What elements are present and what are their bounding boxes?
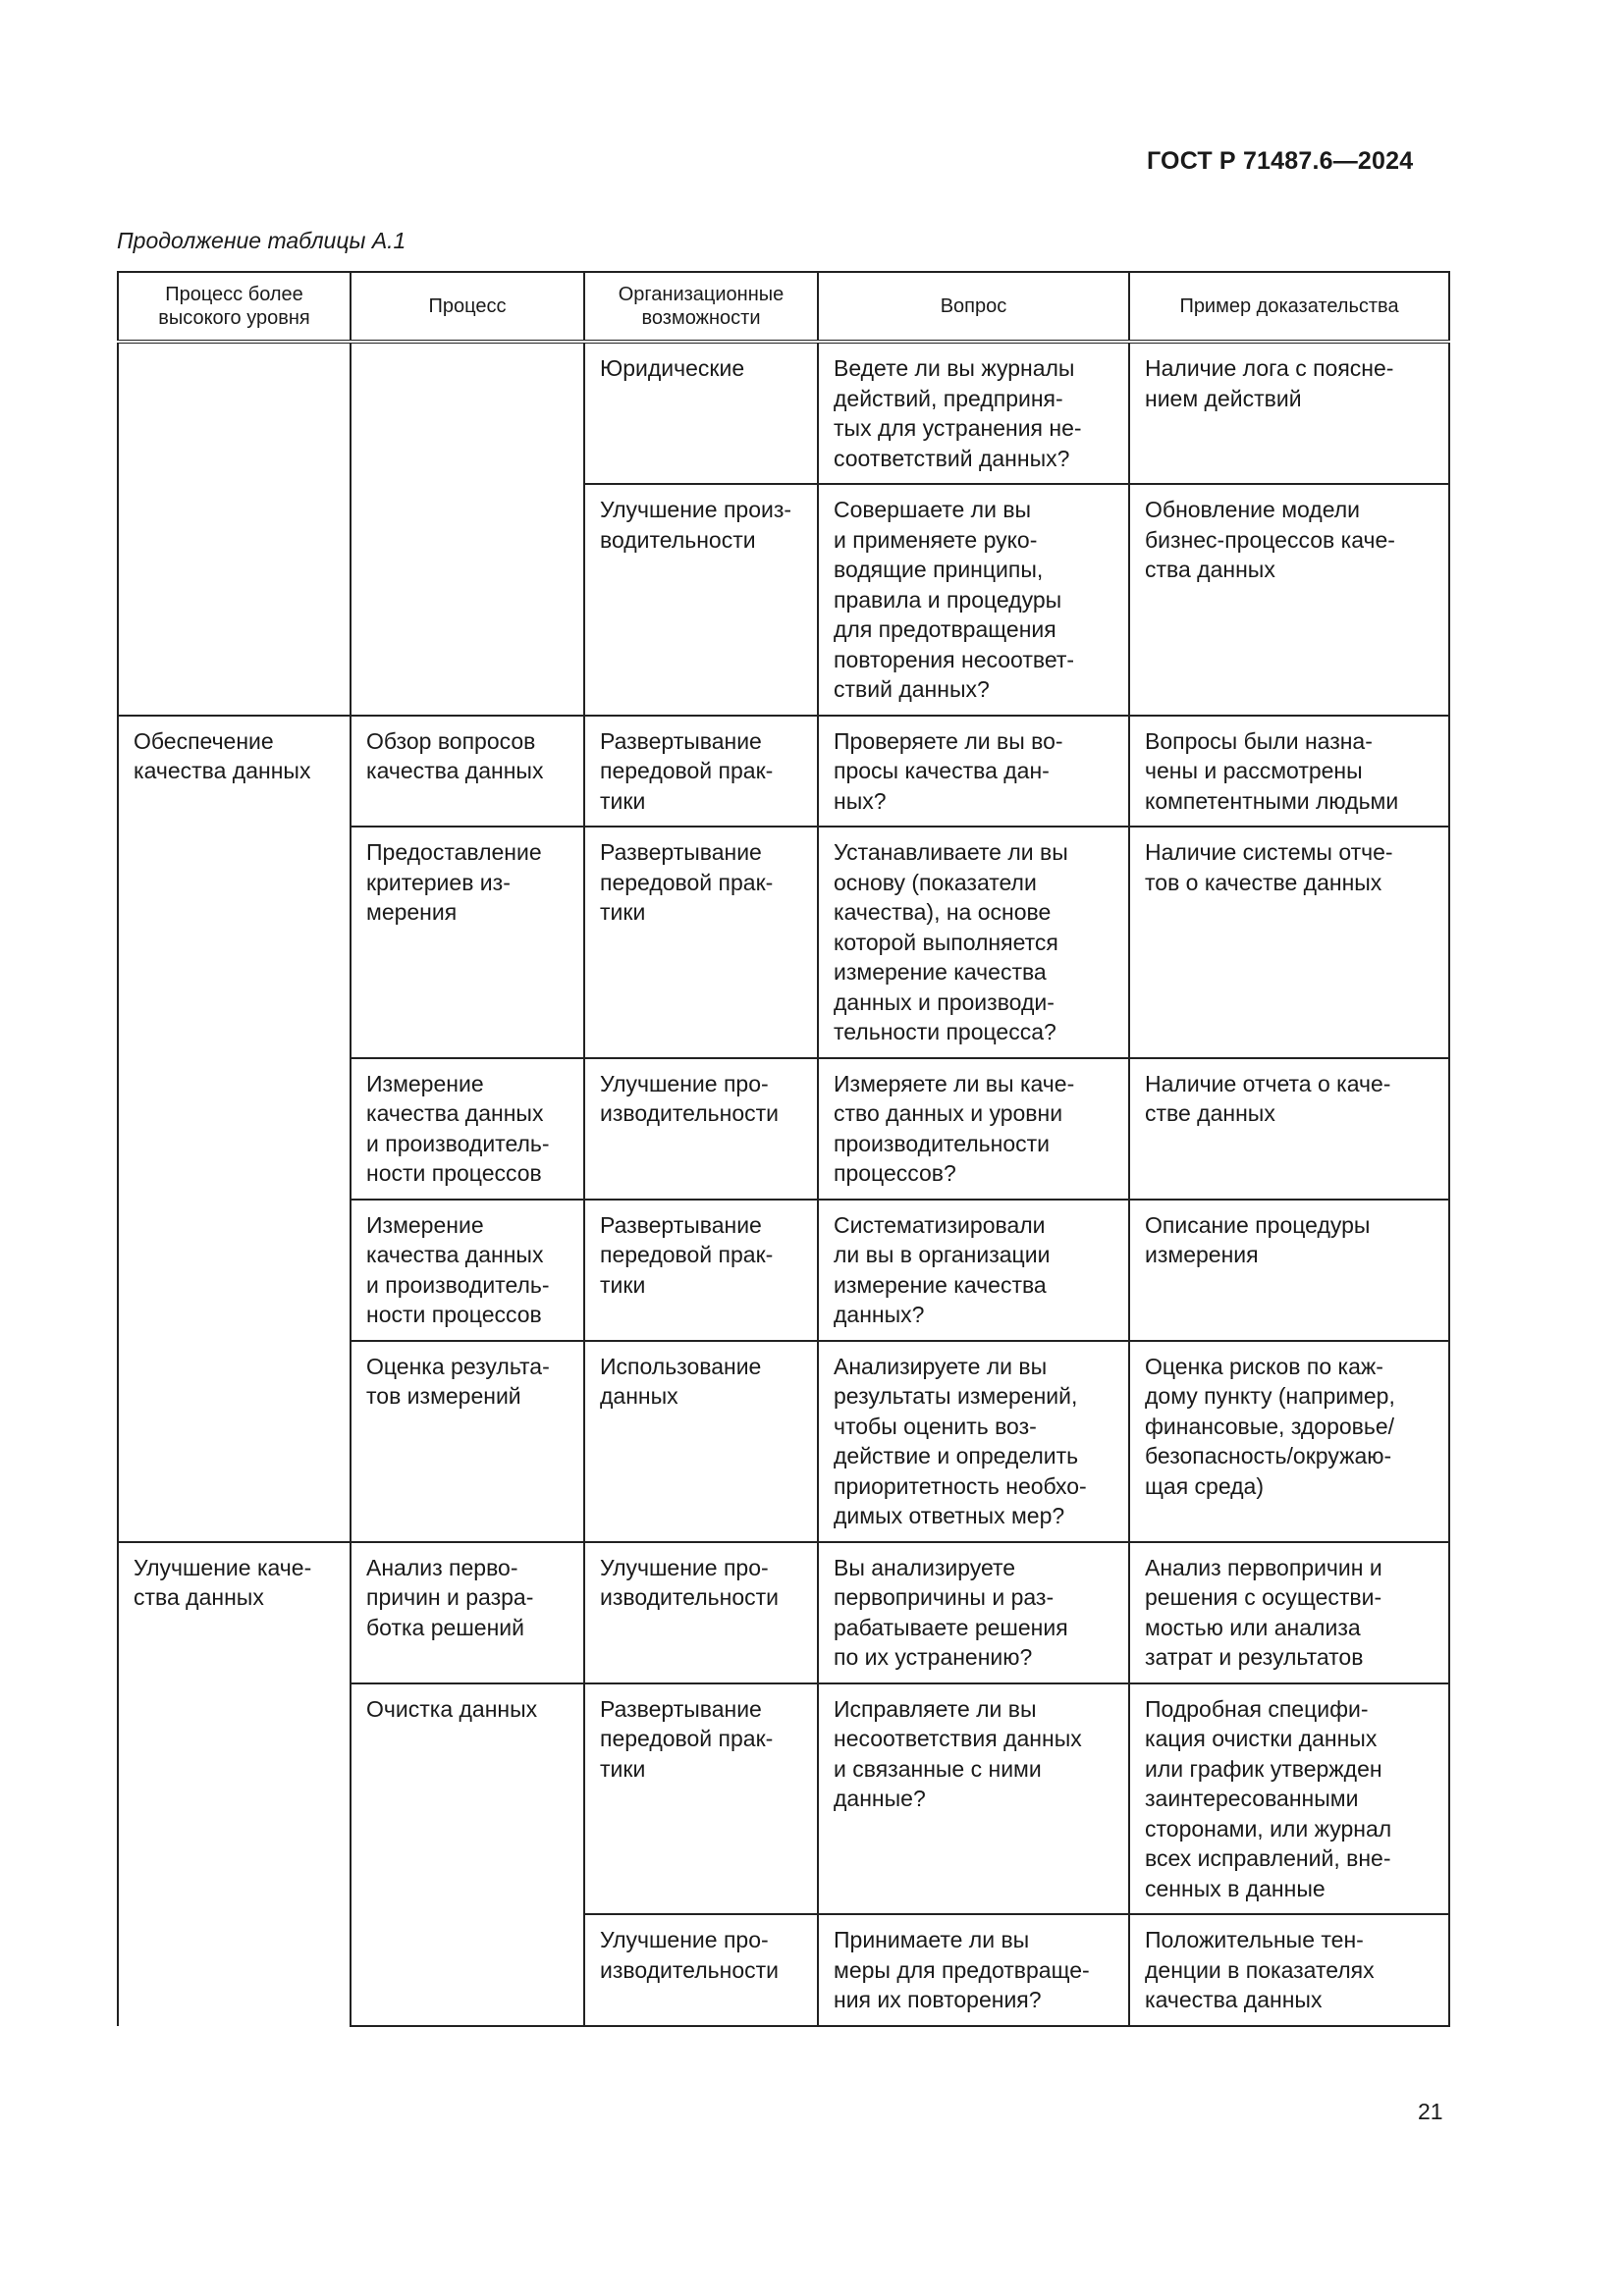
cell-level: Обеспечение качества данных [118,716,351,828]
cell-capability: Юридические [584,342,818,484]
table-row [118,1341,1449,1542]
table-row [118,1683,1449,1915]
cell-process [351,1914,584,2026]
requirements-table [117,271,1450,2027]
cell-capability: Развертывание передовой прак- тики [584,716,818,828]
cell-question: Проверяете ли вы во- просы качества дан- ных? [818,716,1129,828]
cell-evidence: Оценка рисков по каж- дому пункту (например, финансовые, здоровье/ безопасность/окружаю- щая среда) [1129,1341,1449,1542]
cell-question: Ведете ли вы журналы действий, предприня- тых для устранения не- соответствий данных? [818,342,1129,484]
cell-level [118,342,351,484]
cell-process: Анализ перво- причин и разра- ботка решений [351,1542,584,1683]
column-header-level: Процесс более высокого уровня [118,272,351,342]
cell-evidence: Наличие отчета о каче- стве данных [1129,1058,1449,1200]
cell-evidence: Обновление модели бизнес-процессов каче- ства данных [1129,484,1449,716]
cell-question: Вы анализируете первопричины и раз- рабатываете решения по их устранению? [818,1542,1129,1683]
cell-process [351,484,584,716]
cell-question: Систематизировали ли вы в организации измерение качества данных? [818,1200,1129,1341]
cell-level [118,1914,351,2026]
cell-capability: Улучшение про- изводительности [584,1058,818,1200]
cell-evidence: Положительные тен- денции в показателях качества данных [1129,1914,1449,2026]
table-row [118,1914,1449,2026]
cell-capability: Развертывание передовой прак- тики [584,1200,818,1341]
cell-level [118,1683,351,1915]
cell-capability: Улучшение произ- водительности [584,484,818,716]
cell-process: Очистка данных [351,1683,584,1915]
cell-question: Принимаете ли вы меры для предотвраще- ния их повторения? [818,1914,1129,2026]
cell-capability: Использование данных [584,1341,818,1542]
page-number: 21 [1418,2099,1443,2124]
column-header-question: Вопрос [818,272,1129,342]
cell-evidence: Подробная специфи- кация очистки данных или график утвержден заинтересованными сторонами, или журнал всех исправлений, вне- сенных в данные [1129,1683,1449,1915]
table-row [118,1058,1449,1200]
cell-level [118,1200,351,1341]
cell-question: Совершаете ли вы и применяете руко- водящие принципы, правила и процедуры для предотвращения повторения несоответ- ствий данных? [818,484,1129,716]
cell-question: Измеряете ли вы каче- ство данных и уровни производительности процессов? [818,1058,1129,1200]
column-header-process: Процесс [351,272,584,342]
cell-evidence: Наличие лога с поясне- нием действий [1129,342,1449,484]
cell-evidence: Анализ первопричин и решения с осуществи- мостью или анализа затрат и результатов [1129,1542,1449,1683]
cell-level [118,1341,351,1542]
cell-capability: Улучшение про- изводительности [584,1542,818,1683]
cell-evidence: Вопросы были назна- чены и рассмотрены компетентными людьми [1129,716,1449,828]
cell-capability: Развертывание передовой прак- тики [584,1683,818,1915]
cell-process: Измерение качества данных и производитель- ности процессов [351,1058,584,1200]
cell-question: Анализируете ли вы результаты измерений, чтобы оценить воз- действие и определить приоритетность необхо- димых ответных мер? [818,1341,1129,1542]
cell-process: Оценка результа- тов измерений [351,1341,584,1542]
cell-process [351,342,584,484]
cell-process: Измерение качества данных и производитель- ности процессов [351,1200,584,1341]
cell-level [118,1058,351,1200]
column-header-evidence: Пример доказательства [1129,272,1449,342]
cell-level [118,827,351,1058]
cell-evidence: Описание процедуры измерения [1129,1200,1449,1341]
cell-evidence: Наличие системы отче- тов о качестве данных [1129,827,1449,1058]
cell-process: Обзор вопросов качества данных [351,716,584,828]
table-caption: Продолжение таблицы А.1 [117,228,406,253]
cell-capability: Улучшение про- изводительности [584,1914,818,2026]
cell-question: Исправляете ли вы несоответствия данных и связанные с ними данные? [818,1683,1129,1915]
table-row [118,484,1449,716]
table-header-row [118,272,1449,342]
document-standard-code: ГОСТ Р 71487.6—2024 [1147,147,1414,175]
table-row [118,827,1449,1058]
column-header-capability: Организационные возможности [584,272,818,342]
cell-capability: Развертывание передовой прак- тики [584,827,818,1058]
cell-level [118,484,351,716]
table-row [118,1200,1449,1341]
table-row [118,1542,1449,1683]
cell-level: Улучшение каче- ства данных [118,1542,351,1683]
cell-process: Предоставление критериев из- мерения [351,827,584,1058]
table-row [118,716,1449,828]
table-row [118,342,1449,484]
cell-question: Устанавливаете ли вы основу (показатели качества), на основе которой выполняется измерение качества данных и производи- тельности процесса? [818,827,1129,1058]
